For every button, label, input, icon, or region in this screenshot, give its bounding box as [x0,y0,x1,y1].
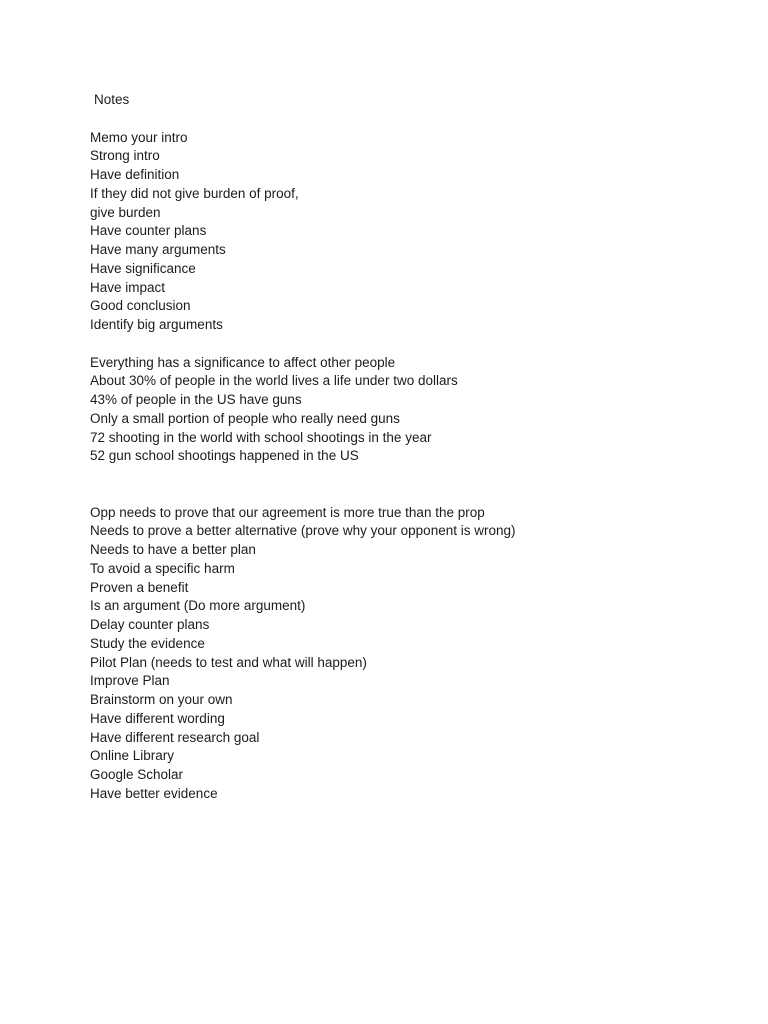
note-line: 52 gun school shootings happened in the US [90,448,359,464]
note-line: To avoid a specific harm [90,560,235,576]
note-line: Have different wording [90,710,225,726]
notes-section-opposition [90,504,750,804]
note-line: Proven a benefit [90,579,189,595]
document-body [90,91,750,804]
note-line: 43% of people in the US have guns [90,392,302,407]
note-line: Brainstorm on your own [90,692,233,707]
note-line: Have significance [90,260,196,276]
note-line: Only a small portion of people who really need guns [90,410,400,426]
note-line: give burden [90,204,161,220]
note-line: Strong intro [90,148,160,164]
note-line: Opp needs to prove that our agreement is more true than the prop [90,504,485,520]
note-line: Needs to prove a better alternative (prove why your opponent is wrong) [90,523,516,539]
note-line: Have definition [90,167,180,182]
note-line: Is an argument (Do more argument) [90,598,306,614]
notes-section-facts [90,354,750,467]
spacer [90,335,750,354]
note-line: Online Library [90,748,175,764]
spacer [90,110,750,129]
note-line: Have different research goal [90,729,260,745]
note-line: Google Scholar [90,767,184,782]
note-line: If they did not give burden of proof, [90,185,299,201]
note-line: Good conclusion [90,298,191,314]
page-title: Notes [94,92,130,107]
note-line: Pilot Plan (needs to test and what will happen) [90,654,367,670]
note-line: Identify big arguments [90,317,223,332]
note-line: Needs to have a better plan [90,542,256,557]
note-line: Have impact [90,279,166,295]
note-line: Memo your intro [90,129,188,145]
spacer [90,485,750,504]
notes-section-tips [90,129,750,335]
note-line: 72 shooting in the world with school shootings in the year [90,429,432,445]
note-line: Everything has a significance to affect other people [90,354,396,370]
note-line: Have many arguments [90,242,226,257]
note-line: About 30% of people in the world lives a life under two dollars [90,373,458,389]
note-line: Improve Plan [90,673,170,689]
note-line: Have better evidence [90,785,218,801]
note-line: Have counter plans [90,223,207,239]
spacer [90,466,750,485]
note-line: Study the evidence [90,635,205,651]
note-line: Delay counter plans [90,617,210,632]
